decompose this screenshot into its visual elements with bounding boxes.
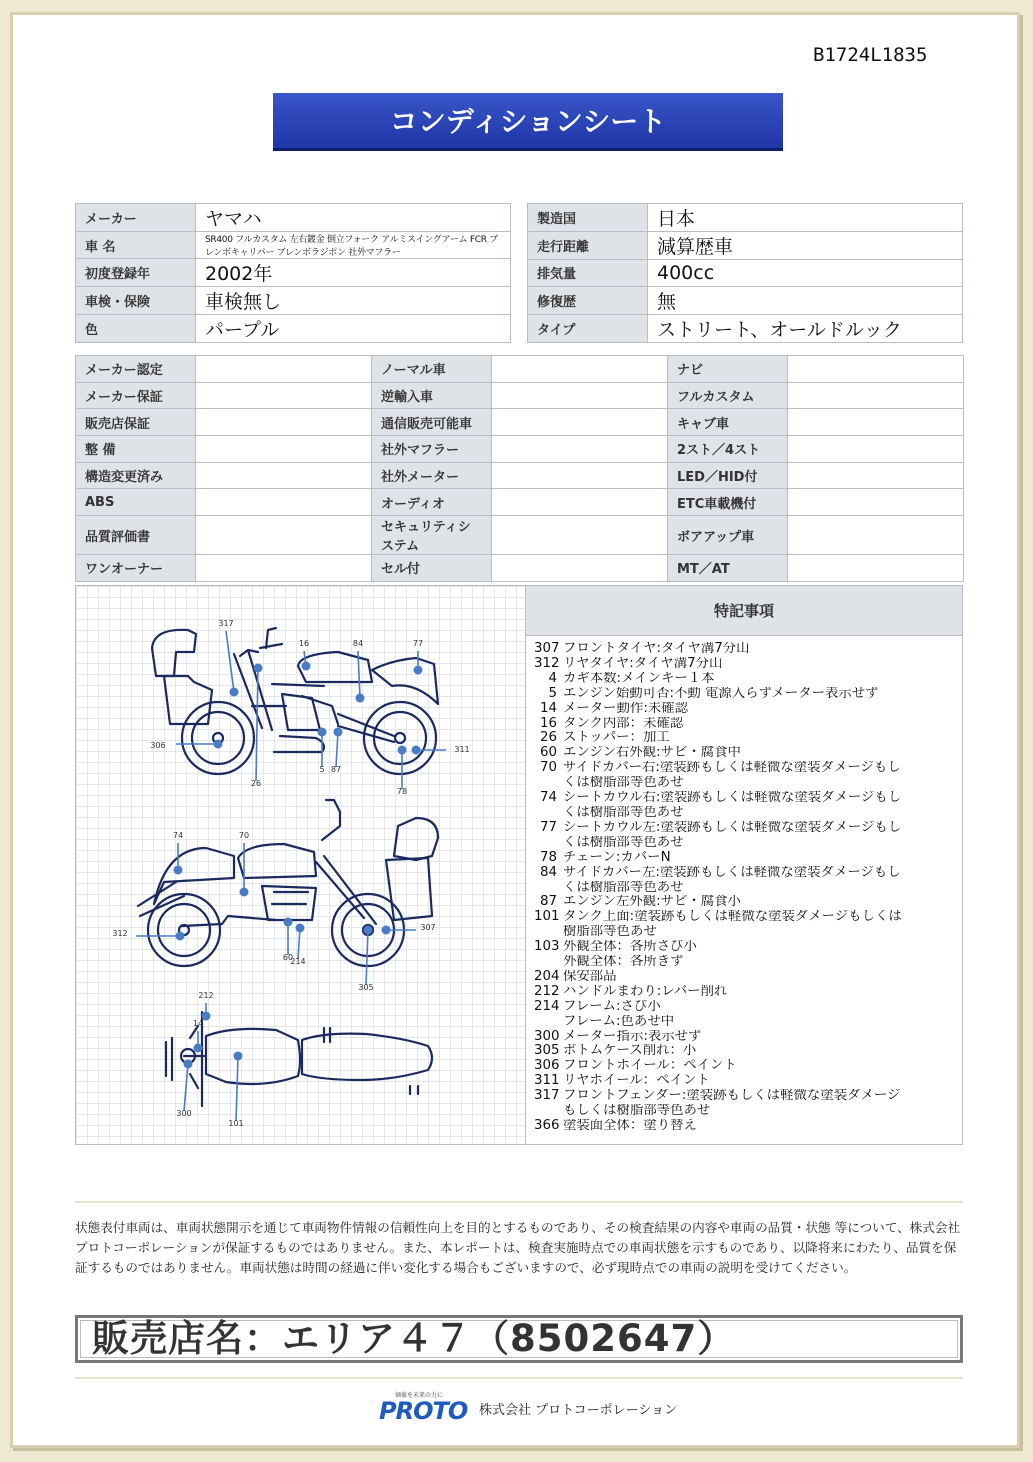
marker-label: 14 — [192, 1019, 204, 1028]
damage-marker-dot — [240, 888, 249, 897]
inspection-panel — [75, 585, 963, 1145]
marker-leader-line — [184, 1064, 188, 1111]
note-text: ハンドルまわり:レバー削れ — [563, 984, 728, 999]
label-displacement: 排気量 — [528, 260, 648, 287]
note-text: リヤホイール：ペイント — [563, 1074, 710, 1089]
option-label: LED／HID付 — [668, 462, 788, 489]
option-label: 社外マフラー — [372, 436, 492, 463]
note-text: フレーム:色あせ中 — [563, 1014, 675, 1029]
marker-label: 74 — [172, 831, 184, 840]
option-label: ETC車載機付 — [668, 489, 788, 516]
note-code: 87 — [539, 895, 557, 910]
option-label: ワンオーナー — [76, 555, 196, 582]
value-first-reg: 2002年 — [196, 259, 511, 287]
note-code: 306 — [534, 1059, 560, 1074]
label-country: 製造国 — [528, 204, 648, 232]
title-banner — [273, 85, 783, 157]
note-text: ストッパー：加工 — [563, 731, 670, 746]
damage-marker-dot — [296, 924, 305, 933]
note-text: サイドカバー左:塗装跡もしくは軽微な塗装ダメージもし — [563, 865, 901, 880]
note-item — [534, 672, 959, 687]
note-item — [534, 1015, 959, 1030]
value-inspection: 車検無し — [196, 287, 511, 315]
info-row-first-reg — [76, 259, 511, 287]
note-code: 70 — [539, 761, 557, 776]
marker-label: 317 — [218, 619, 234, 628]
condition-sheet — [10, 12, 1020, 1448]
note-text: くは樹脂部等色あせ — [563, 805, 684, 820]
note-item — [534, 642, 959, 657]
info-row-repair — [528, 286, 963, 314]
option-label: 通信販売可能車 — [372, 409, 492, 436]
value-displacement: 400cc — [648, 260, 963, 287]
note-item — [534, 761, 959, 776]
note-item — [534, 1000, 959, 1015]
option-value — [788, 382, 964, 409]
option-row — [76, 356, 964, 383]
option-value — [196, 409, 372, 436]
damage-marker-dot — [234, 1052, 243, 1061]
options-table — [75, 355, 964, 582]
note-item — [534, 731, 959, 746]
value-name: SR400 フルカスタム 左右鍍金 倒立フォーク アルミスイングアーム FCR ブレンボキャリパー ブレンボラジポン 社外マフラー — [196, 232, 511, 259]
info-row-maker — [76, 204, 511, 232]
motorcycle-diagram — [76, 586, 526, 1144]
option-value — [788, 489, 964, 516]
note-item — [534, 806, 959, 821]
damage-marker-dot — [414, 666, 423, 675]
divider-bottom — [75, 1377, 963, 1379]
marker-leader-line — [236, 1056, 238, 1121]
note-text: エンジン左外観:サビ・腐食小 — [563, 895, 741, 910]
note-code: 103 — [534, 940, 560, 955]
note-text: 外観全体：各所さび小 — [563, 940, 697, 955]
note-item — [534, 821, 959, 836]
note-item — [534, 910, 959, 925]
option-value — [788, 356, 964, 383]
note-item — [534, 955, 959, 970]
option-label: ABS — [76, 489, 196, 516]
note-text: メーター動作:未確認 — [563, 701, 689, 716]
note-code — [534, 955, 563, 970]
option-value — [788, 516, 964, 555]
marker-label: 101 — [228, 1119, 244, 1128]
marker-label: 87 — [330, 765, 342, 774]
shop-name: 販売店名：エリア４７（8502647） — [75, 1315, 963, 1363]
value-mileage: 減算歴車 — [648, 232, 963, 260]
option-value — [788, 462, 964, 489]
marker-label: 84 — [352, 639, 364, 648]
damage-marker-dot — [302, 662, 311, 671]
damage-marker-dot — [214, 740, 223, 749]
note-item — [534, 657, 959, 672]
marker-leader-line — [366, 930, 368, 985]
note-code: 312 — [534, 656, 560, 671]
company-name: 株式会社 プロトコーポレーション — [479, 1402, 678, 1418]
note-text: タンク内部：未確認 — [563, 716, 684, 731]
note-text: くは樹脂部等色あせ — [563, 880, 684, 895]
damage-marker-dot — [318, 728, 327, 737]
note-text: サイドカバー右:塗装跡もしくは軽微な塗装ダメージもし — [563, 761, 901, 776]
note-code: 212 — [534, 984, 560, 999]
note-code: 78 — [539, 850, 557, 865]
option-row — [76, 489, 964, 516]
option-label: セキュリティシステム — [372, 516, 492, 555]
note-item — [534, 851, 959, 866]
note-code: 101 — [534, 910, 560, 925]
note-text: くは樹脂部等色あせ — [563, 835, 684, 850]
vehicle-info-left — [75, 203, 511, 343]
option-value — [788, 436, 964, 463]
marker-label: 306 — [150, 741, 166, 750]
note-text: 樹脂部等色あせ — [563, 925, 657, 940]
note-item — [534, 895, 959, 910]
option-label: メーカー保証 — [76, 382, 196, 409]
note-code: 366 — [534, 1119, 560, 1133]
bike-left-view — [152, 628, 438, 774]
note-text: エンジン始動可否:不動 電源入らずメーター表示せず — [563, 686, 879, 701]
option-value — [196, 516, 372, 555]
option-row — [76, 382, 964, 409]
note-text: タンク上面:塗装跡もしくは軽微な塗装ダメージもしくは — [563, 910, 902, 925]
marker-label: 16 — [298, 639, 310, 648]
notes-title: 特記事項 — [526, 586, 962, 636]
option-value — [196, 382, 372, 409]
note-text: 保安部品 — [563, 969, 617, 984]
label-first-reg: 初度登録年 — [76, 259, 196, 287]
option-label: 販売店保証 — [76, 409, 196, 436]
label-type: タイプ — [528, 314, 648, 342]
divider — [75, 1201, 963, 1203]
marker-label: 311 — [454, 745, 470, 754]
option-value — [492, 489, 668, 516]
note-code: 307 — [534, 642, 560, 656]
note-code: 77 — [539, 820, 557, 835]
damage-marker-dot — [184, 1060, 193, 1069]
option-label: 逆輸入車 — [372, 382, 492, 409]
note-code: 305 — [534, 1044, 560, 1059]
note-item — [534, 836, 959, 851]
note-text: リヤタイヤ:タイヤ溝7分山 — [563, 656, 723, 671]
marker-label: 60 — [282, 953, 294, 962]
marker-label: 305 — [358, 983, 374, 992]
option-label: MT／AT — [668, 555, 788, 582]
note-item — [534, 985, 959, 1000]
note-text: シートカウル右:塗装跡もしくは軽微な塗装ダメージもし — [563, 791, 902, 806]
note-code: 16 — [539, 716, 557, 731]
note-text: フロントタイヤ:タイヤ溝7分山 — [563, 642, 750, 656]
note-code — [534, 836, 563, 851]
info-row-inspection — [76, 287, 511, 315]
option-label: ナビ — [668, 356, 788, 383]
option-label: メーカー認定 — [76, 356, 196, 383]
note-code: 4 — [548, 671, 557, 686]
marker-label: 212 — [198, 991, 214, 1000]
note-code — [534, 776, 563, 791]
info-row-mileage — [528, 232, 963, 260]
info-row-displacement — [528, 260, 963, 287]
note-item — [534, 940, 959, 955]
value-maker: ヤマハ — [196, 204, 511, 232]
marker-leader-line — [336, 732, 338, 767]
option-value — [196, 436, 372, 463]
option-value — [492, 462, 668, 489]
option-value — [788, 409, 964, 436]
note-code — [534, 806, 563, 821]
notes-list — [534, 642, 959, 1134]
disclaimer: 状態表付車両は、車両状態開示を通じて車両物件情報の信頼性向上を目的とするものであり、その検査結果の内容や車両の品質・状態 等について、株式会社プロトコーポレーションが保証するものではありません。また、本レポートは、検査実施時点での車両状態を示すものであり、以降将来にわたり、品質を保証するものではありません。車両状態は時間の経過に伴い変化する場合もございますので、必ず現時点での車両の説明を受けてください。 — [75, 1220, 961, 1275]
option-value — [492, 516, 668, 555]
note-text: ボトムケース削れ：小 — [563, 1044, 697, 1059]
vehicle-info-right — [527, 203, 963, 343]
value-country: 日本 — [648, 204, 963, 232]
marker-label: 5 — [319, 765, 325, 774]
note-text: フロントホイール：ペイント — [563, 1059, 737, 1074]
note-item — [534, 717, 959, 732]
note-code: 84 — [539, 865, 557, 880]
note-code: 311 — [534, 1074, 560, 1089]
value-type: ストリート、オールドルック — [648, 314, 963, 342]
marker-leader-line — [298, 928, 300, 959]
bike-top-view — [166, 1012, 432, 1106]
option-label: キャブ車 — [668, 409, 788, 436]
option-label: 社外メーター — [372, 462, 492, 489]
note-item — [534, 746, 959, 761]
note-item — [534, 1059, 959, 1074]
note-text: フロントフェンダー:塗装跡もしくは軽微な塗装ダメージ — [563, 1089, 901, 1104]
damage-marker-dot — [364, 926, 373, 935]
note-item — [534, 702, 959, 717]
option-label: ボアアップ車 — [668, 516, 788, 555]
note-text: 外観全体：各所きず — [563, 955, 684, 970]
proto-logo — [379, 1392, 468, 1425]
note-code: 74 — [539, 791, 557, 806]
note-item — [534, 1104, 959, 1119]
marker-label: 312 — [112, 929, 128, 938]
damage-marker-dot — [382, 926, 391, 935]
note-text: くは樹脂部等色あせ — [563, 776, 684, 791]
damage-marker-dot — [412, 746, 421, 755]
label-color: 色 — [76, 315, 196, 343]
label-name: 車 名 — [76, 232, 196, 259]
option-row — [76, 516, 964, 555]
option-label: 整 備 — [76, 436, 196, 463]
note-item — [534, 866, 959, 881]
label-mileage: 走行距離 — [528, 232, 648, 260]
marker-label: 214 — [290, 957, 306, 966]
value-repair: 無 — [648, 286, 963, 314]
option-value — [492, 436, 668, 463]
note-code — [534, 925, 563, 940]
note-code: 317 — [534, 1089, 560, 1104]
marker-label: 307 — [420, 923, 436, 932]
option-row — [76, 436, 964, 463]
note-code — [534, 1104, 563, 1119]
note-code: 14 — [539, 701, 557, 716]
option-label: フルカスタム — [668, 382, 788, 409]
damage-marker-dot — [230, 688, 239, 697]
option-value — [788, 555, 964, 582]
diagram-grid — [76, 586, 526, 1144]
note-item — [534, 1074, 959, 1089]
value-color: パープル — [196, 315, 511, 343]
note-text: メーター指示:表示せず — [563, 1029, 702, 1044]
marker-leader-line — [256, 668, 258, 781]
option-label: オーディオ — [372, 489, 492, 516]
info-row-color — [76, 315, 511, 343]
note-code: 60 — [539, 746, 557, 761]
note-code: 300 — [534, 1029, 560, 1044]
note-code: 26 — [539, 731, 557, 746]
note-item — [534, 1089, 959, 1104]
note-item — [534, 1030, 959, 1045]
note-text: エンジン右外観:サビ・腐食中 — [563, 746, 741, 761]
note-item — [534, 1119, 959, 1134]
marker-label: 78 — [396, 787, 408, 796]
sheet-title: コンディションシート — [273, 93, 783, 151]
info-row-type — [528, 314, 963, 342]
marker-label: 70 — [238, 831, 250, 840]
option-label: 構造変更済み — [76, 462, 196, 489]
option-value — [492, 409, 668, 436]
option-label: ノーマル車 — [372, 356, 492, 383]
note-text: 塗装面全体：塗り替え — [563, 1119, 697, 1133]
note-code: 214 — [534, 999, 560, 1014]
note-code — [534, 881, 563, 896]
damage-marker-dot — [194, 1044, 203, 1053]
note-text: フレーム:さび小 — [563, 999, 661, 1014]
note-code — [534, 1015, 563, 1030]
option-label: セル付 — [372, 555, 492, 582]
damage-marker-dot — [176, 932, 185, 941]
option-row — [76, 555, 964, 582]
label-inspection: 車検・保険 — [76, 287, 196, 315]
note-item — [534, 1044, 959, 1059]
note-item — [534, 881, 959, 896]
marker-leader-line — [226, 631, 234, 692]
footer — [379, 1393, 677, 1423]
option-row — [76, 462, 964, 489]
note-text: チェーン:カバーN — [563, 850, 671, 865]
marker-label: 26 — [250, 779, 262, 788]
option-value — [196, 555, 372, 582]
logo-tagline: 価値を未来の力に — [395, 1392, 444, 1399]
option-value — [196, 489, 372, 516]
damage-marker-dot — [334, 728, 343, 737]
marker-label: 300 — [176, 1109, 192, 1118]
note-text: もしくは樹脂部等色あせ — [563, 1104, 711, 1119]
note-item — [534, 970, 959, 985]
info-row-name — [76, 232, 511, 259]
option-value — [492, 555, 668, 582]
note-code: 5 — [548, 686, 557, 701]
marker-label: 77 — [412, 639, 424, 648]
option-value — [492, 356, 668, 383]
damage-marker-dot — [174, 866, 183, 875]
option-row — [76, 409, 964, 436]
option-value — [196, 462, 372, 489]
note-item — [534, 687, 959, 702]
damage-marker-dot — [254, 664, 263, 673]
option-label: 品質評価書 — [76, 516, 196, 555]
damage-marker-dot — [398, 746, 407, 755]
note-text: カギ本数:メインキー１本 — [563, 671, 715, 686]
label-repair: 修復歴 — [528, 286, 648, 314]
note-text: シートカウル左:塗装跡もしくは軽微な塗装ダメージもし — [563, 820, 902, 835]
label-maker: メーカー — [76, 204, 196, 232]
sheet-code: B1724L1835 — [813, 44, 928, 66]
option-value — [196, 356, 372, 383]
logo-word: PROTO — [379, 1397, 468, 1425]
option-value — [492, 382, 668, 409]
damage-marker-dot — [284, 918, 293, 927]
info-row-country — [528, 204, 963, 232]
damage-marker-dot — [356, 694, 365, 703]
note-item — [534, 791, 959, 806]
note-item — [534, 776, 959, 791]
option-label: 2スト／4スト — [668, 436, 788, 463]
note-item — [534, 925, 959, 940]
note-code: 204 — [534, 969, 560, 984]
